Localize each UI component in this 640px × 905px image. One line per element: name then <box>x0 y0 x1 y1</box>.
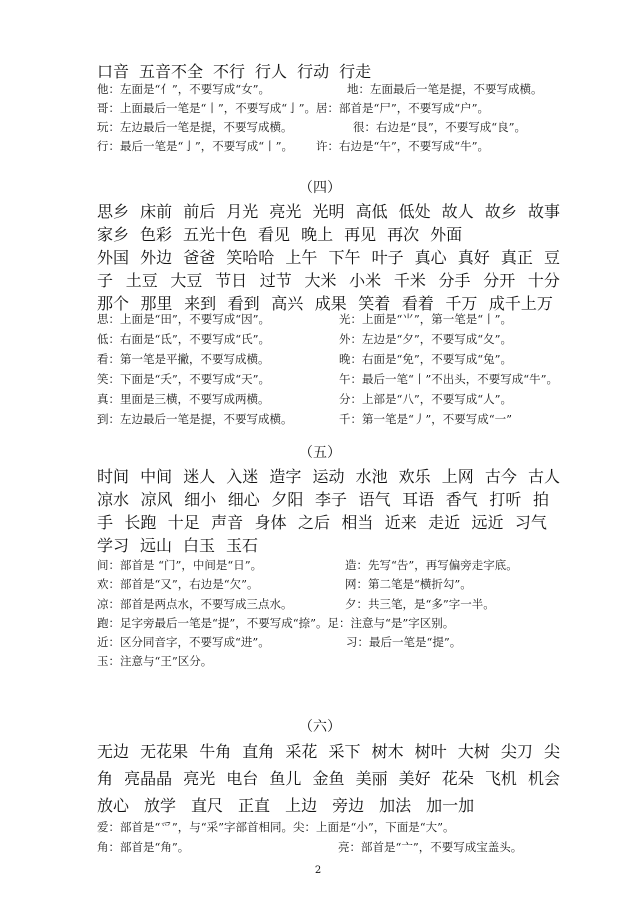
vocab-word: 笑哈哈 <box>226 248 275 267</box>
vocab-word: 走近 <box>428 513 461 532</box>
note-left: 间：部首是 “门”，中间是“日”。 <box>97 558 263 572</box>
page-number: 2 <box>314 865 322 876</box>
vocab-line <box>97 62 371 82</box>
vocab-word: 十足 <box>167 513 200 532</box>
vocab-word: 高低 <box>355 202 388 221</box>
vocab-word: 外国 <box>97 248 130 267</box>
vocab-word: 千万 <box>445 294 478 313</box>
vocab-word: 金鱼 <box>312 769 345 788</box>
note-row <box>97 575 518 594</box>
vocab-word: 树叶 <box>414 742 447 761</box>
vocab-word: 放学 <box>144 796 177 815</box>
vocab-word: 笑着 <box>358 294 391 313</box>
note-row <box>97 99 543 118</box>
note-row <box>97 556 518 575</box>
vocab-line <box>97 269 560 292</box>
vocab-word: 亮光 <box>269 202 302 221</box>
vocab-word: 夕阳 <box>271 490 304 509</box>
vocab-word: 看见 <box>258 225 291 244</box>
vocab-line <box>97 465 560 488</box>
vocab-word: 那里 <box>140 294 173 313</box>
vocab-word: 采下 <box>328 742 361 761</box>
vocab-word: 耳语 <box>402 490 435 509</box>
note-row <box>97 349 558 369</box>
vocab-word: 长跑 <box>124 513 157 532</box>
vocab-word: 思乡 <box>97 202 130 221</box>
note-left: 近：区分同音字，不要写成“进”。 <box>97 635 270 650</box>
note-right: 习：最后一笔是“提”。 <box>346 635 462 650</box>
vocab-word: 分手 <box>438 271 471 290</box>
vocab-word: 鱼儿 <box>269 769 302 788</box>
vocab-word: 节日 <box>215 271 248 290</box>
vocab-word: 大树 <box>457 742 490 761</box>
vocab-word: 尖 <box>543 742 560 761</box>
vocab-word: 造字 <box>269 467 302 486</box>
vocab-word: 正直 <box>238 796 271 815</box>
vocab-word: 飞机 <box>484 769 517 788</box>
note-row <box>97 80 543 99</box>
note-left: 爱：部首是“爫”，与“采”字部首相同。 <box>97 820 294 834</box>
vocab-word: 采花 <box>285 742 318 761</box>
vocab-word: 外面 <box>430 225 463 244</box>
vocab-word: 下午 <box>328 248 361 267</box>
vocab-word: 行人 <box>255 62 288 81</box>
vocab-word: 分开 <box>483 271 516 290</box>
vocab-word: 旁边 <box>332 796 365 815</box>
vocab-word: 再见 <box>344 225 377 244</box>
vocab-word: 拍 <box>532 490 549 509</box>
note-right: 造：先写“告”，再写偏旁走字底。 <box>345 558 518 572</box>
vocab-list <box>97 200 560 315</box>
vocab-line <box>97 246 560 269</box>
notes-list <box>97 556 518 672</box>
vocab-word: 行走 <box>339 62 372 81</box>
note-right: 地：左面最后一笔是提，不要写成横。 <box>347 82 543 96</box>
vocab-word: 习气 <box>514 513 547 532</box>
notes-list <box>97 309 558 429</box>
vocab-line <box>97 488 549 511</box>
note-left: 他：左面是“亻”，不要写成“女”。 <box>97 82 271 96</box>
vocab-word: 美丽 <box>355 769 388 788</box>
vocab-word: 手 <box>97 513 114 532</box>
section-heading: （四） <box>299 180 341 196</box>
note-right: 亮：部首是“亠”，不要写成宝盖头。 <box>338 839 523 854</box>
vocab-line <box>97 511 547 534</box>
vocab-word: 无花果 <box>140 742 189 761</box>
vocab-word: 远山 <box>140 536 173 555</box>
vocab-word: 故事 <box>527 202 560 221</box>
note-left: 思：上面是“田”，不要写成“因”。 <box>97 312 271 326</box>
vocab-word: 色彩 <box>140 225 173 244</box>
vocab-word: 之后 <box>297 513 330 532</box>
vocab-word: 口音 <box>97 62 130 81</box>
note-right: 千：第一笔是“丿”，不要写成“一” <box>339 412 513 426</box>
vocab-word: 加法 <box>379 796 412 815</box>
vocab-word: 无边 <box>97 742 130 761</box>
note-left: 看：第一笔是平撇，不要写成横。 <box>97 352 270 366</box>
note-left: 真：里面是三横，不要写成两横。 <box>97 392 270 406</box>
vocab-word: 真好 <box>457 248 490 267</box>
vocab-word: 高兴 <box>271 294 304 313</box>
vocab-word: 凉风 <box>140 490 173 509</box>
note-right: 很：右边是“艮”，不要写成“良”。 <box>353 120 527 134</box>
vocab-word: 十分 <box>527 271 560 290</box>
vocab-word: 近来 <box>384 513 417 532</box>
vocab-line <box>97 738 560 765</box>
vocab-word: 尖刀 <box>500 742 533 761</box>
vocab-word: 细小 <box>184 490 217 509</box>
vocab-word: 看到 <box>227 294 260 313</box>
note-row <box>97 633 518 652</box>
vocab-line <box>97 534 560 557</box>
vocab-word: 学习 <box>97 536 130 555</box>
note-row <box>97 409 558 429</box>
vocab-list <box>97 62 371 82</box>
vocab-word: 那个 <box>97 294 130 313</box>
note-right: 午：最后一笔“丨”不出头，不要写成“牛”。 <box>339 372 559 386</box>
note-left: 行：最后一笔是“亅”，不要写成“丨”。 <box>97 139 294 153</box>
note-row <box>97 389 558 409</box>
vocab-word: 子 <box>97 271 114 290</box>
vocab-word: 家乡 <box>97 225 130 244</box>
note-right: 晚：右面是“免”，不要写成“兔”。 <box>339 352 513 366</box>
note-left: 玉：注意与“王”区分。 <box>97 654 213 669</box>
note-right: 居：部首是“尸”，不要写成“户”。 <box>316 101 490 115</box>
note-left: 凉：部首是两点水，不要写成三点水。 <box>97 596 293 611</box>
vocab-word: 光明 <box>312 202 345 221</box>
notes-list <box>97 818 522 857</box>
vocab-word: 直角 <box>242 742 275 761</box>
vocab-word: 放心 <box>97 796 130 815</box>
vocab-word: 成果 <box>314 294 347 313</box>
vocab-word: 树木 <box>371 742 404 761</box>
vocab-word: 大米 <box>304 271 337 290</box>
vocab-word: 再次 <box>387 225 420 244</box>
note-left: 欢：部首是“又”，右边是“欠”。 <box>97 577 259 592</box>
note-right: 尖：上面是“小”，下面是“大”。 <box>293 820 455 834</box>
note-left: 玩：左边最后一笔是提，不要写成横。 <box>97 120 293 134</box>
vocab-word: 李子 <box>314 490 347 509</box>
vocab-word: 欢乐 <box>398 467 431 486</box>
vocab-word: 上网 <box>441 467 474 486</box>
vocab-word: 角 <box>97 769 114 788</box>
note-row <box>97 652 518 671</box>
vocab-word: 来到 <box>184 294 217 313</box>
section-heading: （五） <box>299 445 341 461</box>
vocab-word: 看着 <box>401 294 434 313</box>
note-left: 到：左边最后一笔是提，不要写成横。 <box>97 412 293 426</box>
vocab-word: 亮光 <box>183 769 216 788</box>
note-right: 足：注意与“是”字区别。 <box>327 615 455 630</box>
note-row <box>97 118 543 137</box>
vocab-word: 故乡 <box>484 202 517 221</box>
vocab-word: 加一加 <box>426 796 475 815</box>
vocab-word: 打听 <box>489 490 522 509</box>
vocab-word: 花朵 <box>441 769 474 788</box>
vocab-word: 五光十色 <box>183 225 248 244</box>
vocab-word: 前后 <box>183 202 216 221</box>
vocab-word: 声音 <box>211 513 244 532</box>
section-heading: （六） <box>299 719 341 735</box>
note-left: 跑：足字旁最后一笔是“提”，不要写成“捺”。 <box>97 615 328 630</box>
note-right: 光：上面是“⺌”，第一笔是“丨”。 <box>339 312 513 326</box>
vocab-word: 晚上 <box>301 225 334 244</box>
vocab-word: 水池 <box>355 467 388 486</box>
vocab-word: 小米 <box>349 271 382 290</box>
vocab-word: 故人 <box>441 202 474 221</box>
vocab-line <box>97 200 560 223</box>
vocab-word: 玉石 <box>226 536 259 555</box>
vocab-word: 古今 <box>484 467 517 486</box>
note-right: 网：第二笔是“横折勾”。 <box>345 577 472 592</box>
note-right: 许：右边是“午”，不要写成“牛”。 <box>316 139 490 153</box>
vocab-word: 月光 <box>226 202 259 221</box>
vocab-word: 古人 <box>527 467 560 486</box>
vocab-list <box>97 465 560 557</box>
vocab-word: 行动 <box>297 62 330 81</box>
vocab-word: 运动 <box>312 467 345 486</box>
vocab-word: 白玉 <box>183 536 216 555</box>
note-left: 低：右面是“氐”，不要写成“氏”。 <box>97 332 271 346</box>
vocab-word: 美好 <box>398 769 431 788</box>
vocab-word: 上边 <box>285 796 318 815</box>
vocab-word: 土豆 <box>125 271 158 290</box>
vocab-word: 真正 <box>500 248 533 267</box>
note-right: 外：左边是“夕”，不要写成“夂”。 <box>339 332 513 346</box>
note-row <box>97 614 518 633</box>
vocab-word: 上午 <box>285 248 318 267</box>
vocab-word: 直尺 <box>191 796 224 815</box>
note-row <box>97 369 558 389</box>
vocab-line <box>97 792 560 819</box>
vocab-word: 真心 <box>414 248 447 267</box>
notes-list <box>97 80 543 156</box>
vocab-word: 身体 <box>254 513 287 532</box>
note-left: 角：部首是“角”。 <box>97 839 190 854</box>
note-row <box>97 137 543 156</box>
vocab-word: 香气 <box>445 490 478 509</box>
vocab-line <box>97 223 560 246</box>
vocab-word: 叶子 <box>371 248 404 267</box>
note-right: 夕：共三笔，是“多”字一半。 <box>345 596 495 611</box>
vocab-word: 迷人 <box>183 467 216 486</box>
vocab-word: 远近 <box>471 513 504 532</box>
vocab-word: 亮晶晶 <box>124 769 173 788</box>
vocab-word: 凉水 <box>97 490 130 509</box>
note-row <box>97 309 558 329</box>
vocab-word: 中间 <box>140 467 173 486</box>
note-left: 哥：上面最后一笔是“丨”，不要写成“亅”。 <box>97 101 317 115</box>
note-left: 笑：下面是“夭”，不要写成“天”。 <box>97 372 271 386</box>
vocab-word: 语气 <box>358 490 391 509</box>
vocab-word: 五音不全 <box>139 62 204 81</box>
note-right: 分：上部是“八”，不要写成“人”。 <box>339 392 513 406</box>
vocab-word: 豆 <box>543 248 560 267</box>
note-row <box>97 818 522 838</box>
vocab-word: 大豆 <box>170 271 203 290</box>
vocab-word: 过节 <box>259 271 292 290</box>
vocab-word: 低处 <box>398 202 431 221</box>
vocab-word: 床前 <box>140 202 173 221</box>
vocab-word: 细心 <box>227 490 260 509</box>
vocab-word: 千米 <box>393 271 426 290</box>
note-row <box>97 329 558 349</box>
vocab-word: 成千上万 <box>488 294 553 313</box>
vocab-word: 爸爸 <box>183 248 216 267</box>
note-row <box>97 595 518 614</box>
note-row <box>97 838 522 858</box>
vocab-list <box>97 738 560 819</box>
vocab-word: 相当 <box>341 513 374 532</box>
vocab-word: 入迷 <box>226 467 259 486</box>
vocab-word: 电台 <box>226 769 259 788</box>
vocab-word: 时间 <box>97 467 130 486</box>
vocab-word: 外边 <box>140 248 173 267</box>
vocab-word: 机会 <box>527 769 560 788</box>
vocab-word: 牛角 <box>199 742 232 761</box>
vocab-word: 不行 <box>213 62 246 81</box>
vocab-line <box>97 765 560 792</box>
